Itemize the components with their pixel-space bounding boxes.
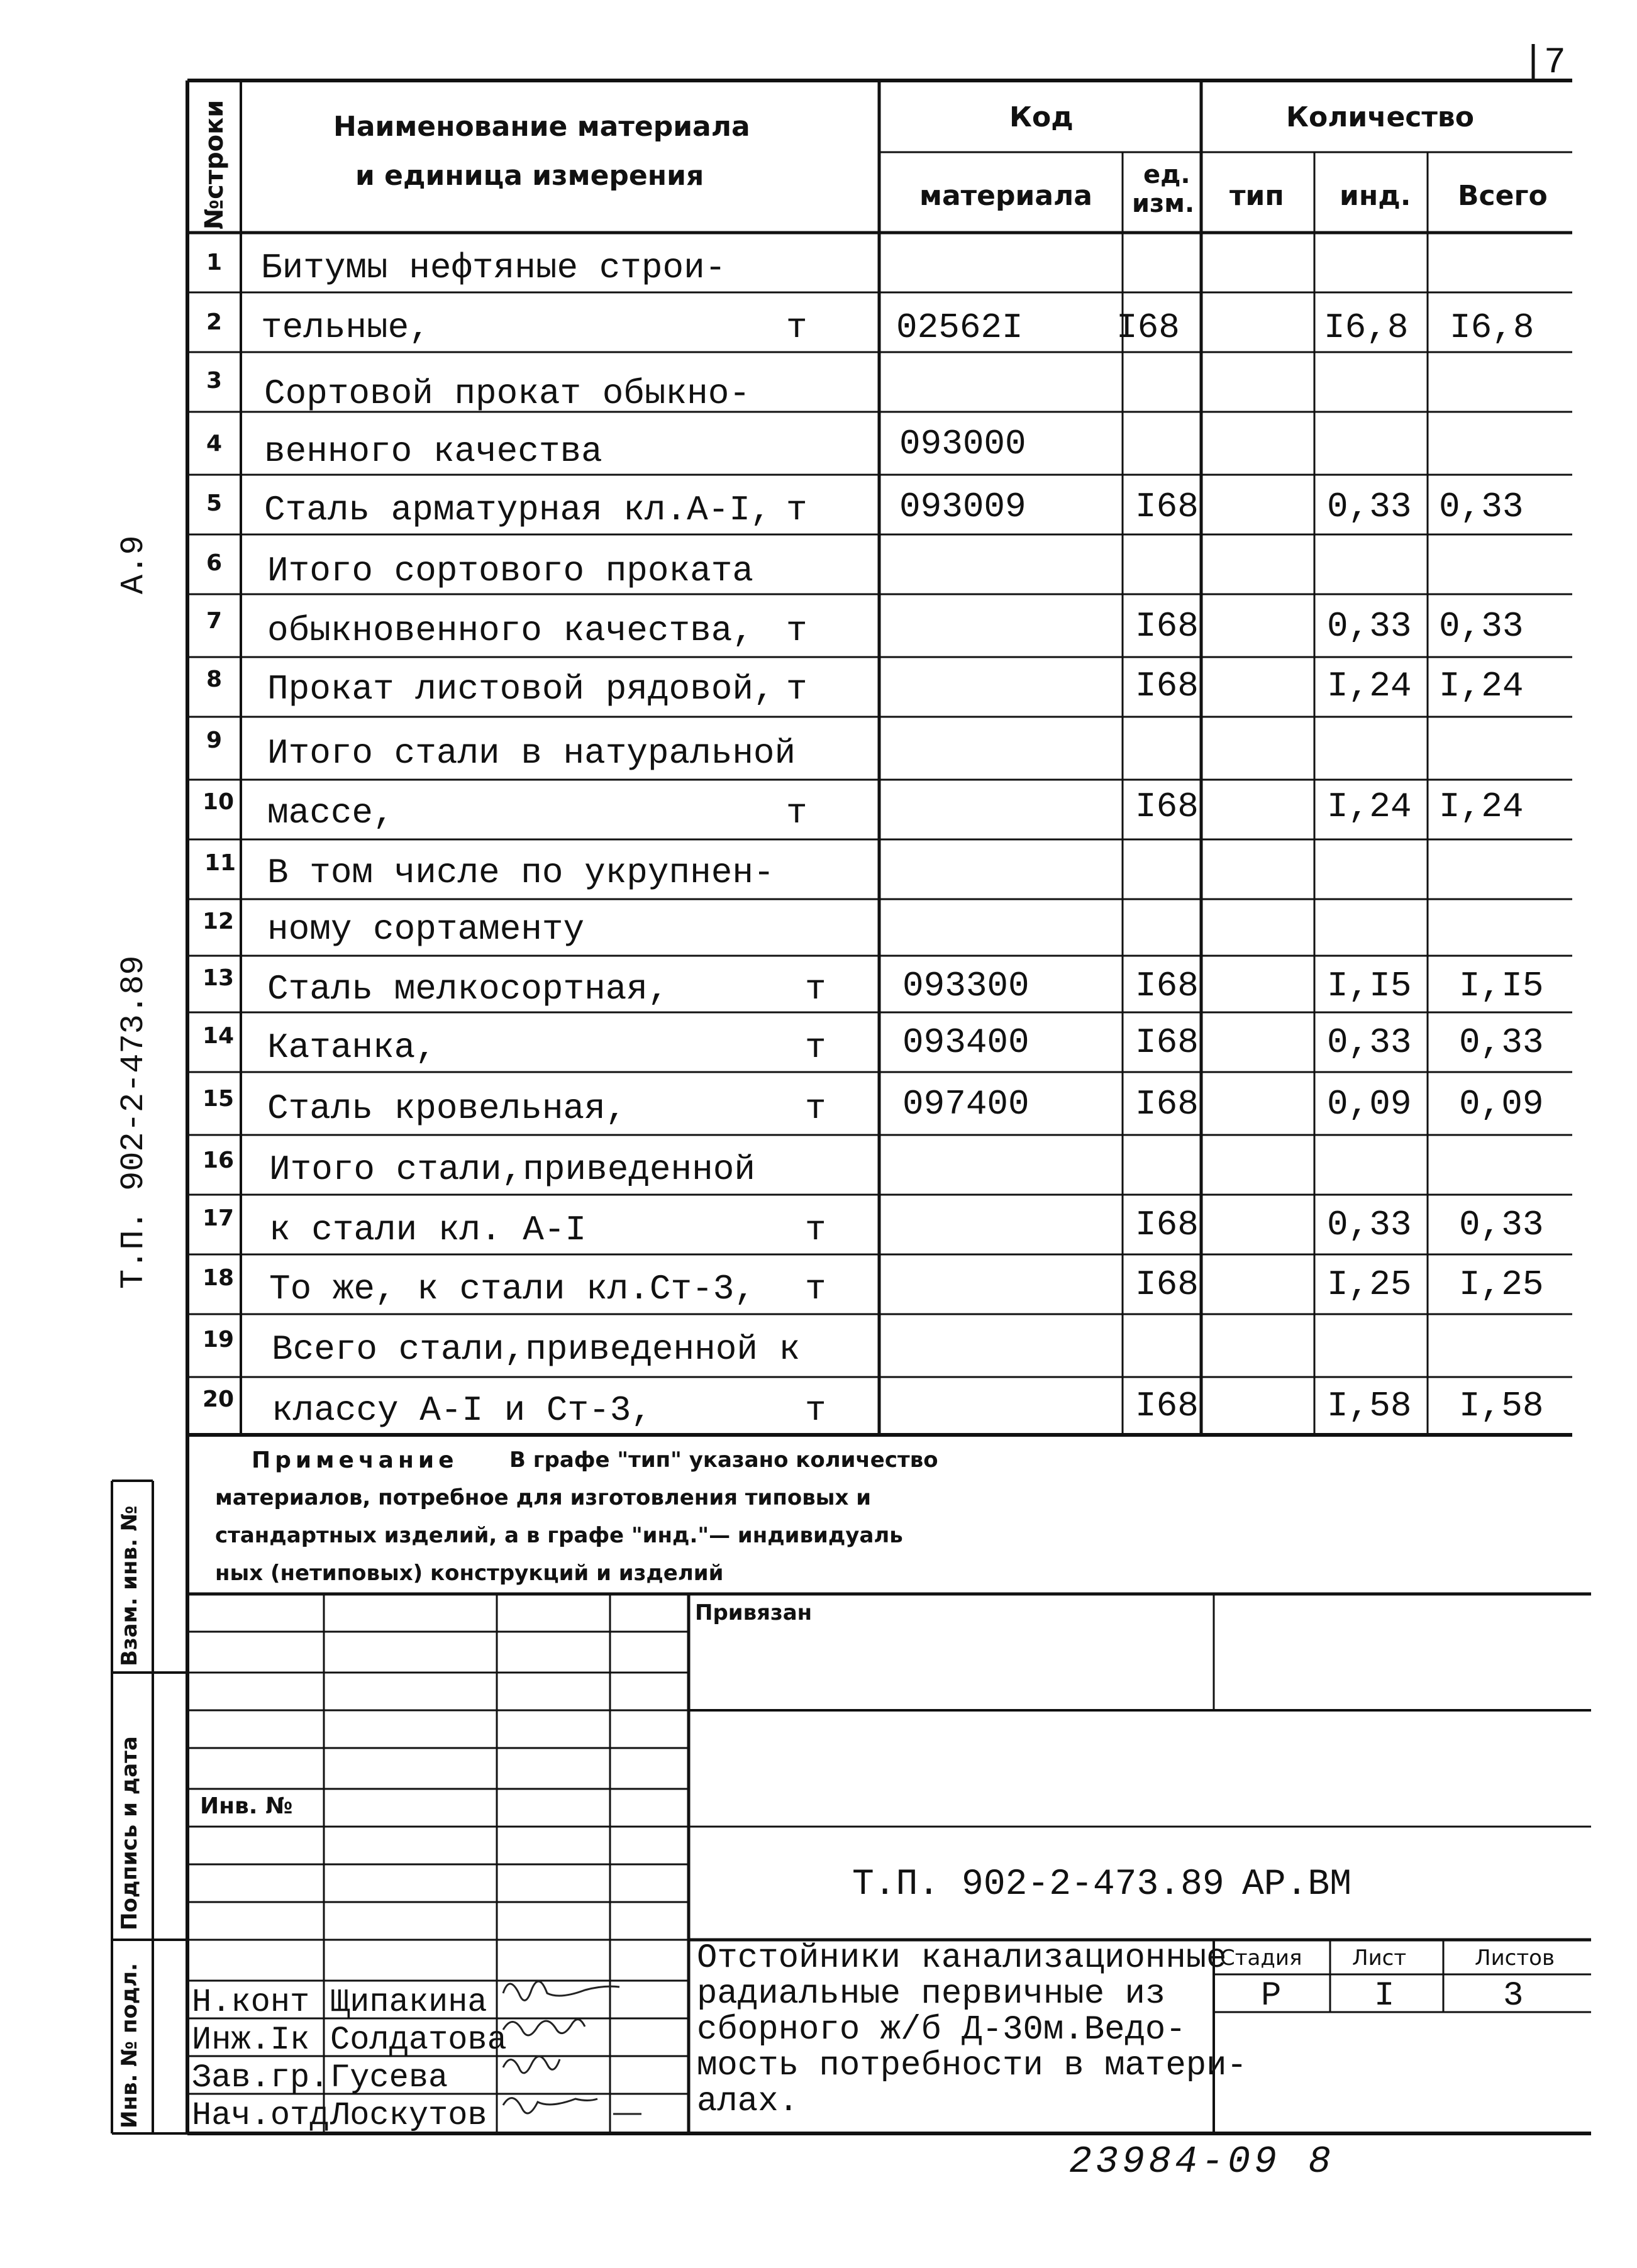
row-qty-ind: I,I5 xyxy=(1327,966,1412,1006)
row-code-unit: I68 xyxy=(1135,1264,1199,1305)
header-code-unit-2: изм. xyxy=(1132,189,1195,218)
row-unit: т xyxy=(805,1390,826,1430)
note-label: Примечание xyxy=(252,1447,458,1473)
header-code-material: материала xyxy=(919,180,1092,212)
title-line4: мость потребности в матери- xyxy=(697,2047,1247,2085)
row-qty-ind: I,25 xyxy=(1327,1264,1412,1305)
row-material-name: Катанка, xyxy=(267,1027,436,1068)
row-material-name: Сортовой прокат обыкно- xyxy=(264,373,750,414)
row-number: 1 xyxy=(206,250,223,275)
row-number: 20 xyxy=(203,1386,235,1412)
row-code-material: 093300 xyxy=(902,966,1029,1006)
row-qty-ind: 0,33 xyxy=(1327,606,1412,646)
row-qty-ind: 0,33 xyxy=(1327,487,1412,527)
privyazan-label: Привязан xyxy=(695,1600,813,1625)
row-number: 10 xyxy=(203,789,235,815)
row-qty-ind: I,24 xyxy=(1327,787,1412,827)
stamp-label-vzam: Взам. инв. № xyxy=(117,1505,142,1666)
row-material-name: Прокат листовой рядовой, xyxy=(267,669,775,709)
row-material-name: тельные, xyxy=(261,307,430,348)
row-number: 5 xyxy=(206,490,223,516)
stage-value: Р xyxy=(1261,1977,1282,2015)
row-qty-ind: 0,33 xyxy=(1327,1205,1412,1245)
row-unit: т xyxy=(786,307,807,348)
row-unit: т xyxy=(786,669,807,709)
note-line3: стандартных изделий, а в графе "инд."— индивидуаль xyxy=(215,1523,903,1548)
person-name: Солдатова xyxy=(330,2022,507,2059)
header-qty-type: тип xyxy=(1229,180,1284,212)
row-code-unit: I68 xyxy=(1135,666,1199,706)
row-code-unit: I68 xyxy=(1135,1386,1199,1426)
footer-page: 8 xyxy=(1308,2141,1331,2184)
row-code-unit: I68 xyxy=(1116,307,1180,348)
doc-mark: АР.ВМ xyxy=(1242,1864,1352,1905)
note-line4: ных (нетиповых) конструкций и изделий xyxy=(215,1561,724,1586)
stage-label: Стадия xyxy=(1220,1945,1302,1971)
row-material-name: венного качества xyxy=(264,431,602,472)
header-name-line2: и единица измерения xyxy=(355,160,704,192)
title-line1: Отстойники канализационные xyxy=(697,1939,1227,1978)
row-number: 6 xyxy=(206,550,223,576)
header-code-unit-1: ед. xyxy=(1143,160,1190,189)
row-qty-total: 0,33 xyxy=(1459,1022,1544,1063)
row-number: 3 xyxy=(206,368,223,394)
header-name-line1: Наименование материала xyxy=(333,111,750,143)
row-number: 11 xyxy=(204,850,236,876)
doc-designation: Т.П. 902-2-473.89 xyxy=(852,1864,1224,1905)
page-number: 7 xyxy=(1544,43,1566,84)
sheet-label: Лист xyxy=(1352,1945,1407,1971)
row-material-name: ному сортаменту xyxy=(267,909,585,949)
row-qty-total: 0,33 xyxy=(1439,606,1524,646)
row-material-name: Сталь кровельная, xyxy=(267,1088,627,1129)
row-material-name: Всего стали,приведенной к xyxy=(272,1329,801,1369)
row-code-material: 093000 xyxy=(899,424,1026,464)
row-material-name: Итого сортового проката xyxy=(267,551,753,591)
inv-no-label: Инв. № xyxy=(200,1793,293,1819)
row-qty-total: 0,33 xyxy=(1439,487,1524,527)
row-code-unit: I68 xyxy=(1135,1205,1199,1245)
row-qty-total: I,58 xyxy=(1459,1386,1544,1426)
title-line3: сборного ж/б Д-30м.Ведо- xyxy=(697,2011,1186,2049)
row-qty-total: I,I5 xyxy=(1459,966,1544,1006)
row-unit: т xyxy=(805,1210,826,1250)
person-role: Н.конт xyxy=(192,1984,310,2021)
row-qty-total: 0,33 xyxy=(1459,1205,1544,1245)
header-qty: Количество xyxy=(1286,101,1474,133)
row-material-name: Битумы нефтяные строи- xyxy=(261,248,726,288)
row-qty-ind: 0,33 xyxy=(1327,1022,1412,1063)
row-number: 18 xyxy=(203,1265,235,1291)
row-material-name: к стали кл. А-I xyxy=(269,1210,587,1250)
title-line2: радиальные первичные из xyxy=(697,1975,1166,2013)
row-number: 8 xyxy=(206,667,223,692)
row-qty-total: 0,09 xyxy=(1459,1084,1544,1124)
row-material-name: массе, xyxy=(267,793,394,833)
person-role: Зав.гр. xyxy=(192,2059,330,2096)
row-unit: т xyxy=(786,793,807,833)
footer-number: 23984-09 xyxy=(1069,2141,1281,2184)
row-number: 9 xyxy=(206,727,223,753)
row-material-name: В том числе по укрупнен- xyxy=(267,853,775,893)
row-code-unit: I68 xyxy=(1135,787,1199,827)
person-role: Инж.Iк xyxy=(192,2022,310,2059)
row-code-material: 02562I xyxy=(896,307,1023,348)
row-number: 2 xyxy=(206,309,223,335)
row-qty-total: I,25 xyxy=(1459,1264,1544,1305)
sheets-label: Листов xyxy=(1475,1945,1555,1971)
row-qty-total: I6,8 xyxy=(1450,307,1534,348)
person-role: Нач.отд xyxy=(192,2097,330,2134)
row-code-unit: I68 xyxy=(1135,606,1199,646)
stamp-label-inv-podl: Инв. № подл. xyxy=(117,1962,142,2128)
row-number: 7 xyxy=(206,608,223,634)
row-code-material: 093009 xyxy=(899,487,1026,527)
row-qty-ind: 0,09 xyxy=(1327,1084,1412,1124)
row-code-unit: I68 xyxy=(1135,966,1199,1006)
row-number: 16 xyxy=(203,1148,235,1173)
row-unit: т xyxy=(805,1088,826,1129)
row-number: 12 xyxy=(203,909,235,934)
row-code-material: 093400 xyxy=(902,1022,1029,1063)
row-number: 13 xyxy=(203,965,235,991)
row-unit: т xyxy=(805,969,826,1009)
side-doc-code: Т.П. 902-2-473.89 xyxy=(115,955,152,1289)
stamp-label-podpis: Подпись и дата xyxy=(117,1736,142,1930)
row-code-unit: I68 xyxy=(1135,487,1199,527)
row-unit: т xyxy=(786,611,807,651)
row-code-unit: I68 xyxy=(1135,1022,1199,1063)
row-qty-total: I,24 xyxy=(1439,787,1524,827)
row-qty-ind: I,24 xyxy=(1327,666,1412,706)
note-line1: В графе "тип" указано количество xyxy=(509,1447,938,1473)
row-code-unit: I68 xyxy=(1135,1084,1199,1124)
sheets-value: 3 xyxy=(1503,1977,1524,2015)
person-name: Гусева xyxy=(330,2059,448,2096)
row-number: 19 xyxy=(203,1327,235,1353)
row-material-name: Сталь мелкосортная, xyxy=(267,969,669,1009)
title-line5: алах. xyxy=(697,2083,799,2121)
person-name: Щипакина xyxy=(330,1984,487,2021)
row-material-name: Сталь арматурная кл.А-I, xyxy=(264,490,772,530)
header-code: Код xyxy=(1009,101,1074,133)
person-name: Лоскутов xyxy=(330,2097,487,2134)
row-qty-ind: I,58 xyxy=(1327,1386,1412,1426)
row-qty-total: I,24 xyxy=(1439,666,1524,706)
header-row-no: №строки xyxy=(200,99,229,230)
sheet-value: I xyxy=(1374,1977,1395,2015)
header-qty-total: Всего xyxy=(1458,180,1548,212)
row-unit: т xyxy=(805,1269,826,1309)
row-material-name: классу А-I и Ст-3, xyxy=(272,1390,652,1430)
row-number: 17 xyxy=(203,1205,235,1231)
row-unit: т xyxy=(805,1027,826,1068)
row-qty-ind: I6,8 xyxy=(1324,307,1409,348)
row-material-name: Итого стали,приведенной xyxy=(269,1149,755,1190)
row-material-name: Итого стали в натуральной xyxy=(267,733,796,773)
side-sheet-code: А.9 xyxy=(115,535,152,594)
row-material-name: обыкновенного качества, xyxy=(267,611,753,651)
row-number: 14 xyxy=(203,1023,235,1049)
row-unit: т xyxy=(786,490,807,530)
row-code-material: 097400 xyxy=(902,1084,1029,1124)
row-number: 15 xyxy=(203,1086,235,1112)
row-material-name: То же, к стали кл.Ст-3, xyxy=(269,1269,755,1309)
header-qty-ind: инд. xyxy=(1340,180,1411,212)
row-number: 4 xyxy=(206,431,223,456)
note-line2: материалов, потребное для изготовления типовых и xyxy=(215,1485,872,1510)
